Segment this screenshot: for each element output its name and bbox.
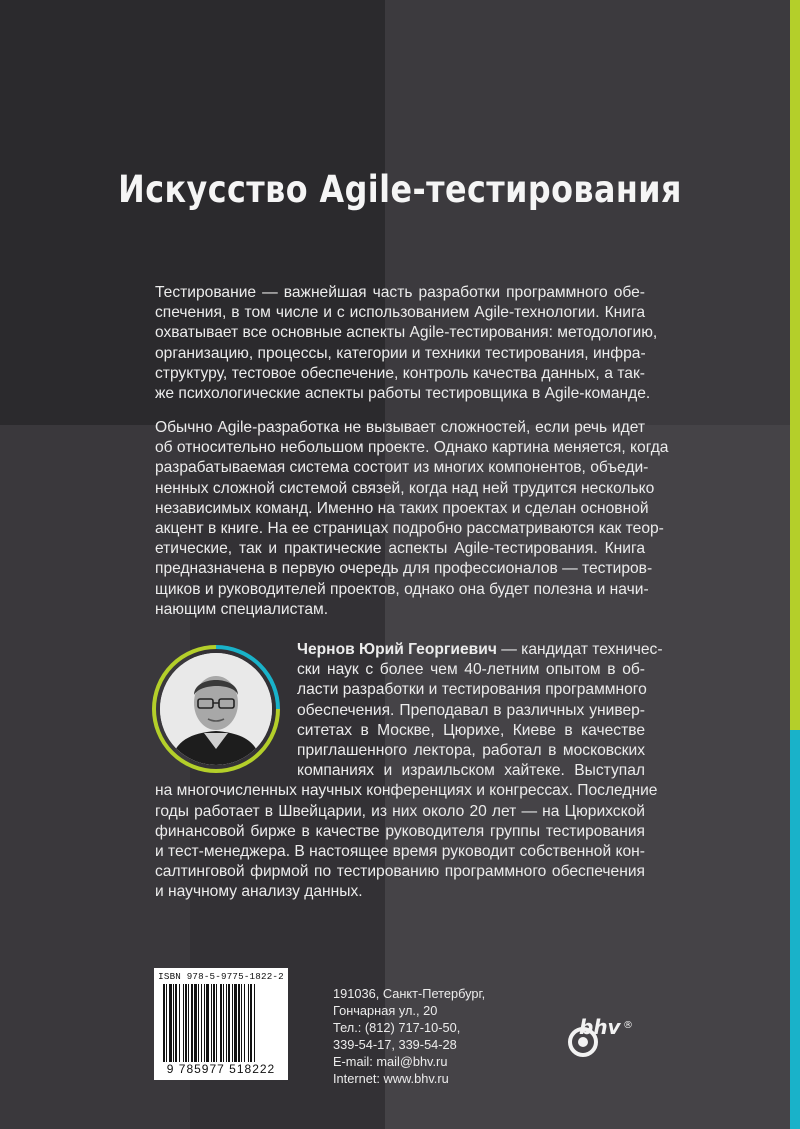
author-bio-line: и тест-менеджера. В настоящее время руководит собственной кон-	[155, 843, 645, 861]
text-line: щиков и руководителей проектов, однако она будет полезна и начи-	[155, 580, 649, 598]
author-bio-line: компаниях и израильском хайтеке. Выступал	[297, 762, 645, 780]
author-bio-text: — кандидат техничес-	[496, 641, 663, 658]
author-bio-line: обеспечения. Преподавал в различных универ-	[297, 701, 645, 719]
text-line: разрабатываемая система состоит из многих компонентов, объеди-	[155, 459, 649, 477]
address-line: 191036, Санкт-Петербург,	[333, 986, 486, 1001]
logo-mark: ®	[623, 1020, 633, 1031]
address-line: Тел.: (812) 717-10-50,	[333, 1020, 461, 1035]
author-bio-line: ситетах в Москве, Цюрихе, Киеве в качестве	[297, 721, 645, 739]
author-bio	[155, 640, 663, 903]
accent-stripe-green	[790, 0, 800, 730]
author-bio-line: приглашенного лектора, работал в московских	[297, 742, 645, 760]
author-bio-line	[155, 640, 663, 660]
text-line: организацию, процессы, категории и техники тестирования, инфра-	[155, 344, 646, 362]
logo-text: bhv	[579, 1015, 621, 1039]
book-title: Искусство Agile-тестирования	[118, 168, 682, 211]
text-line: акцент в книге. На ее страницах подробно рассматриваются как теор-	[155, 520, 664, 538]
text-line: Обычно Agile-разработка не вызывает сложностей, если речь идет	[155, 419, 645, 436]
text-line: об относительно небольшом проекте. Однако картина меняется, когда	[155, 439, 669, 457]
barcode-icon	[162, 984, 280, 1062]
address-line: 339-54-17, 339-54-28	[333, 1037, 457, 1052]
text-line: предназначена в первую очередь для профессионалов — тестиров-	[155, 560, 653, 578]
text-line: структуру, тестовое обеспечение, контроль качества данных, а так-	[155, 364, 645, 382]
author-bio-line: ласти разработки и тестирования программного	[297, 681, 647, 699]
address-line: E-mail: mail@bhv.ru	[333, 1054, 448, 1069]
address-line: Internet: www.bhv.ru	[333, 1071, 449, 1086]
text-line: ненных сложной системой связей, когда над ней трудится несколько	[155, 479, 655, 497]
isbn-label: ISBN 978-5-9775-1822-2	[158, 971, 284, 982]
text-line: же психологические аспекты работы тестировщика в Agile-команде.	[155, 385, 651, 403]
author-bio-line: на многочисленных научных конференциях и конгрессах. Последние	[155, 782, 658, 800]
isbn-barcode-box	[154, 968, 288, 1080]
address-line: Гончарная ул., 20	[333, 1003, 438, 1018]
description-paragraph-1	[155, 283, 658, 404]
text-line: етические, так и практические аспекты Agile-тестирования. Книга	[155, 540, 645, 558]
author-bio-line: салтинговой фирмой по тестированию программного обеспечения	[155, 863, 645, 881]
text-line: Тестирование — важнейшая часть разработки программного обе-	[155, 284, 645, 301]
publisher-address	[333, 985, 485, 1087]
text-line: охватывает все основные аспекты Agile-тестирования: методологию,	[155, 324, 658, 342]
text-line: спечения, в том числе и с использованием Agile-технологии. Книга	[155, 304, 645, 322]
bhv-logo-icon	[565, 1010, 635, 1060]
text-line: независимых команд. Именно на таких проектах и сделан основной	[155, 499, 649, 517]
barcode-digits: 9 785977 518222	[166, 1062, 276, 1076]
accent-stripe-cyan	[790, 730, 800, 1129]
author-name: Чернов Юрий Георгиевич	[297, 641, 497, 658]
author-bio-line: годы работает в Швейцарии, из них около 20 лет — на Цюрихской	[155, 802, 645, 820]
author-bio-line: ски наук с более чем 40-летним опытом в об-	[297, 661, 645, 679]
description-paragraph-2	[155, 418, 669, 620]
author-bio-line: финансовой бирже в качестве руководителя группы тестирования	[155, 822, 645, 840]
text-line: нающим специалистам.	[155, 600, 329, 618]
author-bio-line: и научному анализу данных.	[155, 883, 363, 901]
